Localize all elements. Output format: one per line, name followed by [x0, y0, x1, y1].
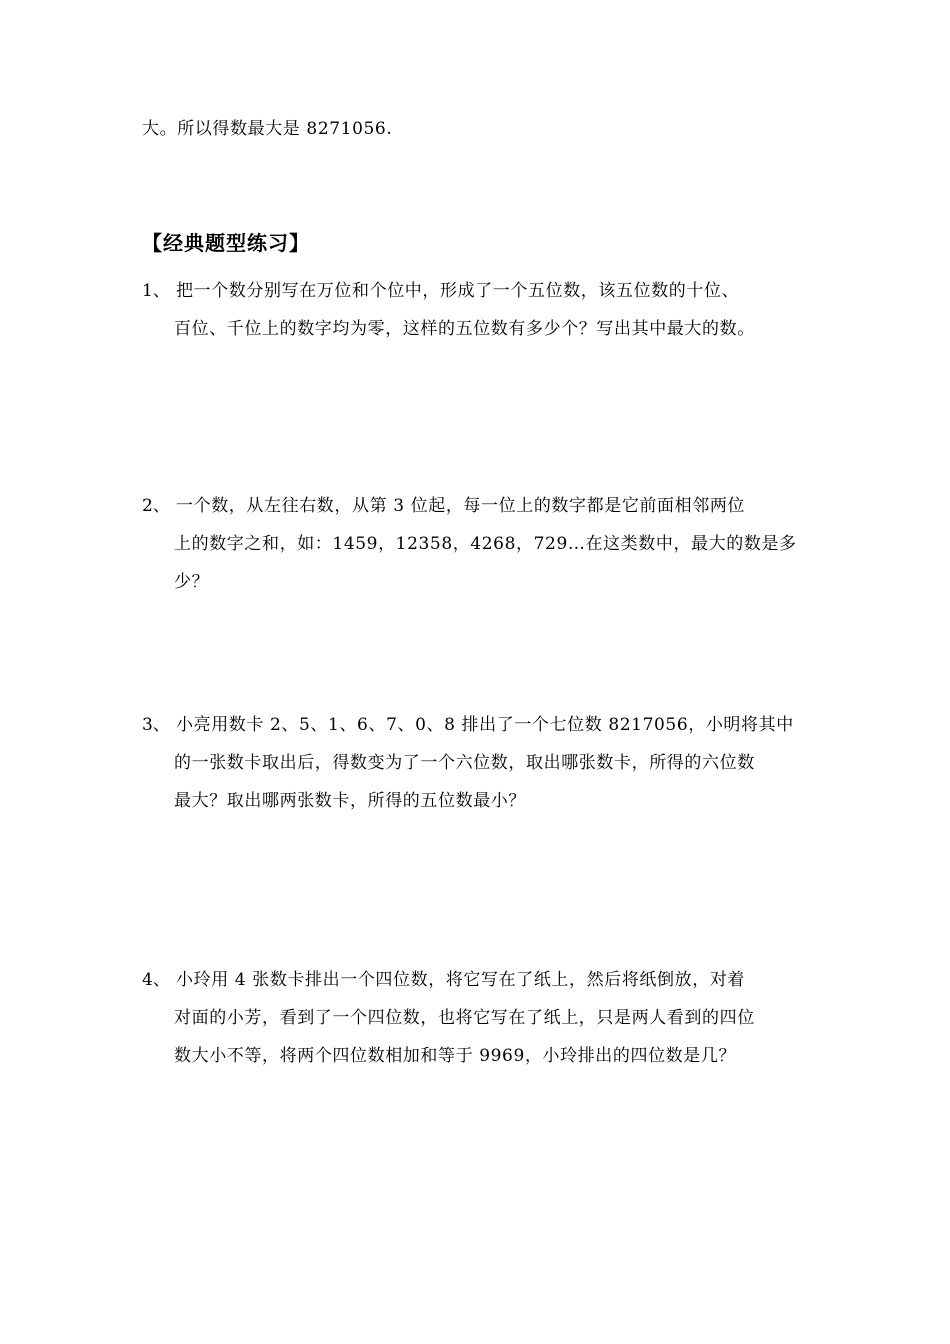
problem-number: 4、 — [142, 970, 170, 990]
problem-text-line: 的一张数卡取出后，得数变为了一个六位数，取出哪张数卡，所得的六位数 — [174, 753, 755, 773]
problem-text-line: 小玲用 4 张数卡排出一个四位数，将它写在了纸上，然后将纸倒放，对着 — [176, 970, 746, 990]
problem-text-line: 把一个数分别写在万位和个位中，形成了一个五位数，该五位数的十位、 — [176, 281, 740, 301]
intro-tail-text: 大。所以得数最大是 8271056. — [142, 119, 393, 139]
problem-number: 3、 — [142, 715, 170, 735]
problem-text-line: 百位、千位上的数字均为零，这样的五位数有多少个？写出其中最大的数。 — [174, 319, 755, 339]
problem-text-line: 上的数字之和，如：1459，12358，4268，729…在这类数中，最大的数是多 — [174, 534, 797, 554]
problem-text-line: 数大小不等，将两个四位数相加和等于 9969，小玲排出的四位数是几？ — [174, 1046, 737, 1066]
section-title: 【经典题型练习】 — [142, 231, 310, 255]
problem-number: 2、 — [142, 496, 170, 516]
problem-text-line: 小亮用数卡 2、5、1、6、7、0、8 排出了一个七位数 8217056，小明将其中 — [176, 715, 794, 735]
problem-text-line: 最大？取出哪两张数卡，所得的五位数最小？ — [174, 791, 526, 811]
problem-text-line: 一个数，从左往右数，从第 3 位起，每一位上的数字都是它前面相邻两位 — [176, 496, 746, 516]
problem-number: 1、 — [142, 281, 170, 301]
problem-text-line: 对面的小芳，看到了一个四位数，也将它写在了纸上，只是两人看到的四位 — [174, 1008, 755, 1028]
problem-text-line: 少？ — [174, 572, 210, 592]
